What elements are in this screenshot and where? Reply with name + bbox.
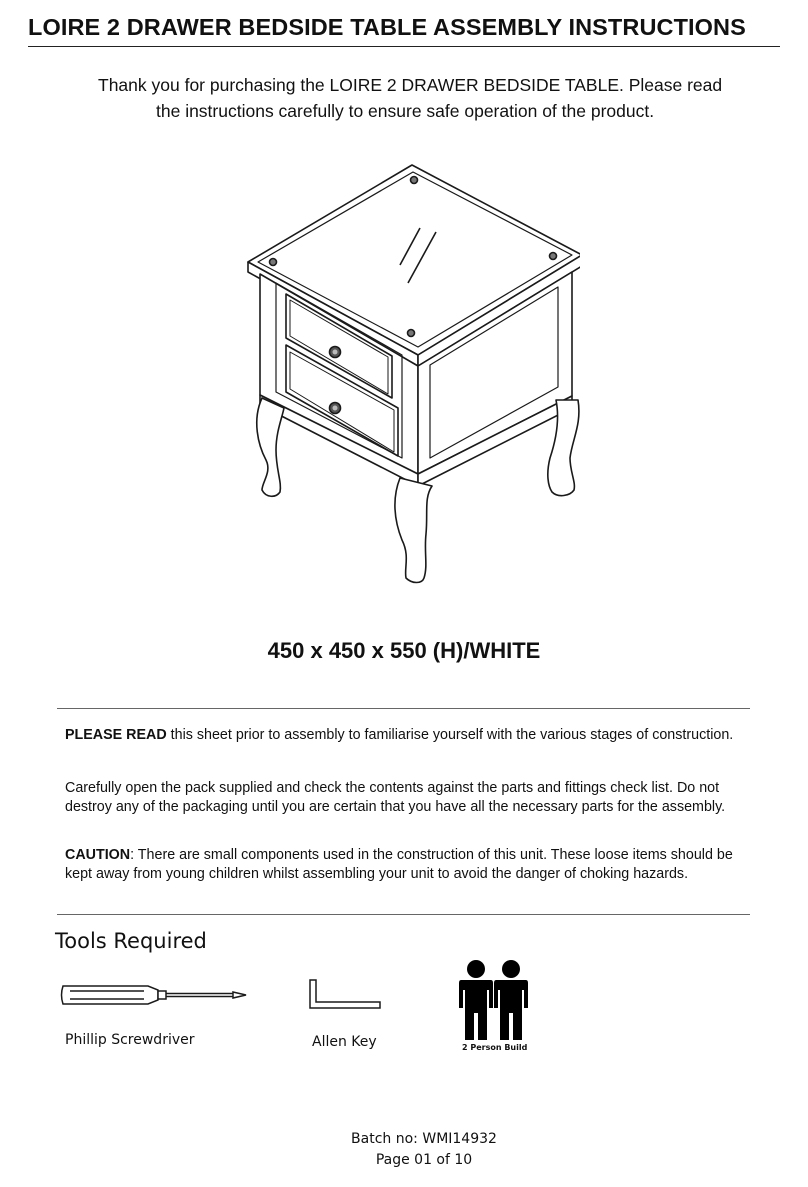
note-text: Carefully open the pack supplied and check the contents against the parts and fittings check list. Do not destroy any of the packaging until you are certain that you have all the necessary parts for the assembly. [65, 780, 726, 815]
product-dimensions: 450 x 450 x 550 (H)/WHITE [267, 638, 541, 663]
two-person-icon [456, 958, 532, 1042]
allen-key-icon [306, 976, 386, 1012]
section-divider-top [57, 708, 750, 709]
note-text: : There are small components used in the construction of this unit. These loose items should be kept away from young children whilst assembling your unit to avoid the danger of choking hazards. [65, 847, 733, 882]
check-contents-note [65, 779, 740, 816]
footer [0, 1129, 808, 1171]
two-person-build-label: 2 Person Build [462, 1043, 528, 1052]
bedside-table-illustration [240, 160, 580, 590]
document-title: LOIRE 2 DRAWER BEDSIDE TABLE ASSEMBLY INSTRUCTIONS [28, 14, 746, 40]
page-number: Page 01 of 10 [375, 1152, 473, 1168]
note-text: this sheet prior to assembly to familiarise yourself with the various stages of construction. [166, 727, 734, 743]
tools-heading: Tools Required [55, 929, 207, 953]
screwdriver-label: Phillip Screwdriver [65, 1032, 195, 1048]
allen-key-label: Allen Key [312, 1034, 377, 1050]
intro-line-1: Thank you for purchasing the LOIRE 2 DRAWER BEDSIDE TABLE. Please read [98, 75, 723, 95]
caution-note [65, 846, 740, 883]
title-underline [28, 46, 780, 47]
front-center-leg [395, 478, 432, 583]
note-lead: PLEASE READ [65, 727, 167, 743]
section-divider-bottom [57, 914, 750, 915]
front-left-leg [257, 398, 284, 496]
please-read-note [65, 726, 740, 745]
intro-line-2: the instructions carefully to ensure safe operation of the product. [156, 101, 655, 121]
screwdriver-icon [58, 978, 253, 1012]
note-lead: CAUTION [65, 847, 131, 863]
batch-number: Batch no: WMI14932 [351, 1131, 497, 1147]
